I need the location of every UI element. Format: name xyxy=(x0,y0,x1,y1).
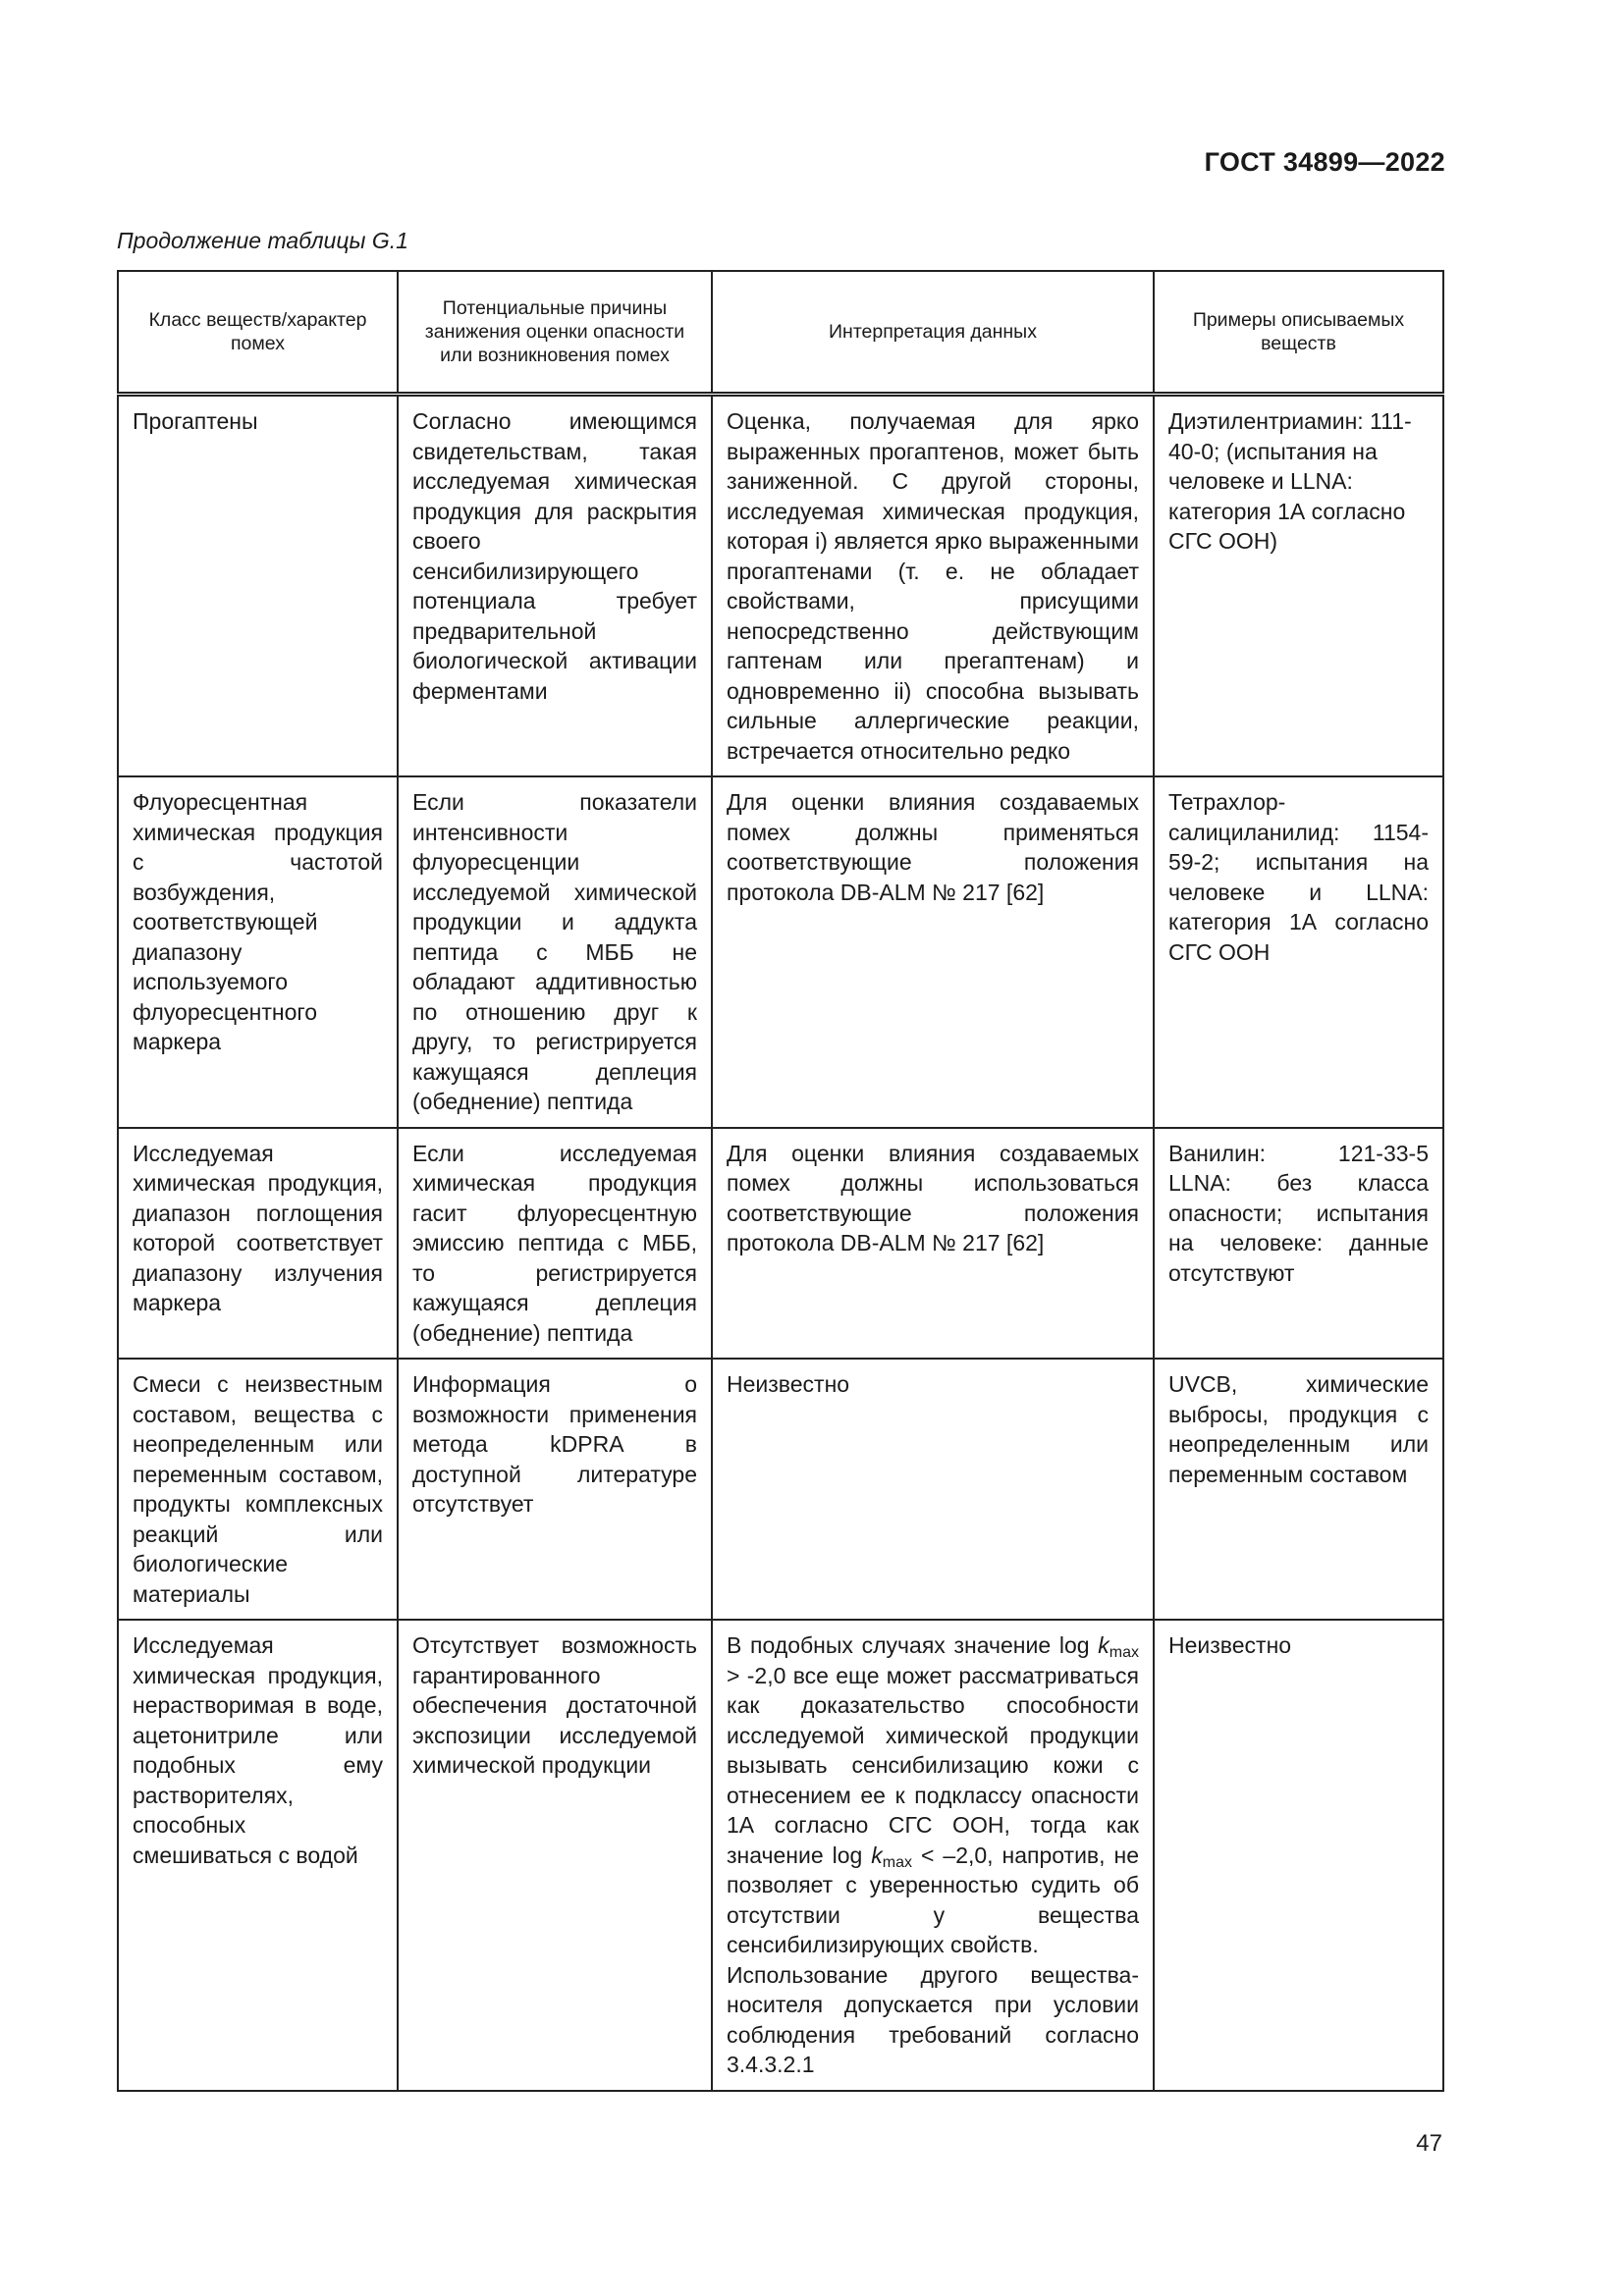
cell-interpretation: Для оценки влияния создаваемых помех должны применяться соответствующие положения протокола DB-ALM № 217 [62] xyxy=(712,776,1154,1128)
data-table xyxy=(117,270,1444,2092)
table-header-row xyxy=(118,271,1443,395)
table-row xyxy=(118,776,1443,1128)
table-caption: Продолжение таблицы G.1 xyxy=(117,228,408,253)
cell-examples: Неизвестно xyxy=(1154,1620,1443,2091)
cell-class: Флуоресцентная химическая продукция с частотой возбуждения, соответствующей диапазону используемого флуоресцентного маркера xyxy=(118,776,398,1128)
cell-interpretation: Для оценки влияния создаваемых помех должны использоваться соответствующие положения протокола DB-ALM № 217 [62] xyxy=(712,1128,1154,1360)
table-row xyxy=(118,395,1443,777)
subscript-max: max xyxy=(1109,1644,1139,1661)
interpretation-paragraph: Использование другого вещества-носителя допускается при условии соблюдения требований согласно 3.4.3.2.1 xyxy=(727,1961,1139,2077)
cell-cause: Если исследуемая химическая продукция гасит флуоресцентную эмиссию пептида с МББ, то регистрируется кажущаяся деплеция (обеднение) пептида xyxy=(398,1128,712,1360)
column-header: Примеры описываемых веществ xyxy=(1154,271,1443,395)
subscript-max: max xyxy=(882,1853,913,1871)
column-header: Потенциальные причины занижения оценки опасности или возникновения помех xyxy=(398,271,712,395)
symbol-k: k xyxy=(1098,1632,1110,1658)
column-header: Класс веществ/характер помех xyxy=(118,271,398,395)
cell-class: Исследуемая химическая продукция, нерастворимая в воде, ацетонитриле или подобных ему растворителях, способных смешиваться с водой xyxy=(118,1620,398,2091)
cell-interpretation: Неизвестно xyxy=(712,1359,1154,1620)
standard-number: ГОСТ 34899—2022 xyxy=(1204,147,1445,177)
text-fragment: > -2,0 все еще может рассматриваться как доказательство способности исследуемой химической продукции вызывать сенсибилизацию кожи с отнесением ее к подклассу опасности 1А согласно СГС ООН, тогда как значение log xyxy=(727,1662,1139,1868)
cell-class: Смеси с неизвестным составом, вещества с неопределенным или переменным составом, продукты комплексных реакций или биологические материалы xyxy=(118,1359,398,1620)
cell-cause: Отсутствует возможность гарантированного обеспечения достаточной экспозиции исследуемой химической продукции xyxy=(398,1620,712,2091)
cell-interpretation xyxy=(712,1620,1154,2091)
text-fragment: < –2,0, напротив, не позволяет с уверенностью судить об отсутствии у вещества сенсибилизирующих свойств. xyxy=(727,1842,1140,1957)
interpretation-paragraph xyxy=(727,1630,1139,1960)
page-number: 47 xyxy=(1416,2130,1442,2157)
cell-cause: Согласно имеющимся свидетельствам, такая исследуемая химическая продукция для раскрытия своего сенсибилизирующего потенциала требует предварительной биологической активации ферментами xyxy=(398,395,712,777)
cell-examples: UVCB, химические выбросы, продукция с неопределенным или переменным составом xyxy=(1154,1359,1443,1620)
cell-examples: Ванилин: 121-33-5 LLNA: без класса опасности; испытания на человеке: данные отсутствуют xyxy=(1154,1128,1443,1360)
cell-examples: Тетрахлор-салициланилид: 1154-59-2; испытания на человеке и LLNA: категория 1А согласно СГС ООН xyxy=(1154,776,1443,1128)
cell-examples: Диэтилентриамин: 111-40-0; (испытания на человеке и LLNA: категория 1А согласно СГС ООН) xyxy=(1154,395,1443,777)
symbol-k: k xyxy=(871,1842,883,1868)
cell-interpretation: Оценка, получаемая для ярко выраженных прогаптенов, может быть заниженной. С другой стороны, исследуемая химическая продукция, которая i) является ярко выраженными прогаптенами (т. е. не обладает свойствами, присущими непосредственно действующим гаптенам или прегаптенам) и одновременно ii) способна вызывать сильные аллергические реакции, встречается относительно редко xyxy=(712,395,1154,777)
cell-class: Исследуемая химическая продукция, диапазон поглощения которой соответствует диапазону излучения маркера xyxy=(118,1128,398,1360)
cell-class: Прогаптены xyxy=(118,395,398,777)
text-fragment: В подобных случаях значение log xyxy=(727,1632,1090,1658)
table-row xyxy=(118,1128,1443,1360)
table-row xyxy=(118,1620,1443,2091)
table-row xyxy=(118,1359,1443,1620)
cell-cause: Информация о возможности применения метода kDPRA в доступной литературе отсутствует xyxy=(398,1359,712,1620)
cell-cause: Если показатели интенсивности флуоресценции исследуемой химической продукции и аддукта пептида с МББ не обладают аддитивностью по отношению друг к другу, то регистрируется кажущаяся деплеция (обеднение) пептида xyxy=(398,776,712,1128)
column-header: Интерпретация данных xyxy=(712,271,1154,395)
